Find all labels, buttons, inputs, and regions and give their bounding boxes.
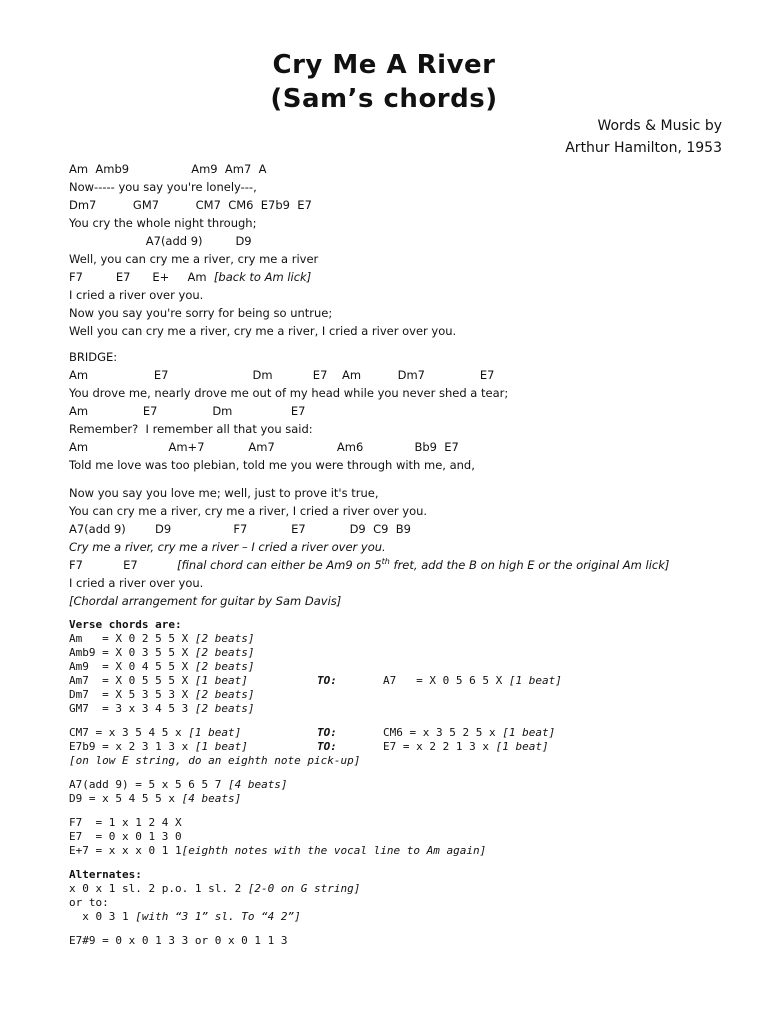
verse-chords-heading: Verse chords are: [69,618,182,631]
chord-diagram-row: GM7 = 3 x 3 4 5 3 [2 beats] [69,702,255,715]
verse1-chord-line [69,270,311,284]
verse1-line: A7(add 9) D9 [69,234,252,248]
bridge-line: Told me love was too plebian, told me you were through with me, and, [69,458,475,472]
chord-diagram-row: Dm7 = X 5 3 5 3 X [2 beats] [69,688,255,701]
arrangement-credit: [Chordal arrangement for guitar by Sam Davis] [69,594,342,608]
chord-diagram-to: CM6 = x 3 5 2 5 x [1 beat] [383,726,556,739]
final-chord-line [69,557,670,572]
page-title: Cry Me A River [272,50,496,80]
final-chord-note: [final chord can either be Am9 on 5th fret, add the B on high E or the original Am lick] [177,557,670,572]
verse1-line: Now----- you say you're lonely---, [69,180,257,194]
chord-names: F7 E7 E+ Am [69,270,214,284]
bridge-line: You drove me, nearly drove me out of my head while you never shed a tear; [69,386,509,400]
bridge-line: Am Am+7 Am7 Am6 Bb9 E7 [69,440,459,454]
bridge-line: Am E7 Dm E7 Am Dm7 E7 [69,368,495,382]
chord-diagram-row: D9 = x 5 4 5 5 x [4 beats] [69,792,242,805]
verse3-line: You can cry me a river, cry me a river, I cried a river over you. [69,504,428,518]
verse1-line: Well, you can cry me a river, cry me a river [69,252,319,266]
credit-line-2: Arthur Hamilton, 1953 [565,140,722,156]
final-chords: F7 E7 [69,558,138,572]
bridge-heading: BRIDGE: [69,350,118,364]
verse1-line: Am Amb9 Am9 Am7 A [69,162,267,176]
chord-diagram-row: Amb9 = X 0 3 5 5 X [2 beats] [69,646,255,659]
to-label: TO: [317,726,337,739]
chord-diagram-row: E7b9 = x 2 3 1 3 x [1 beat] [69,740,248,753]
to-label: TO: [317,740,337,753]
chord-diagram-to: A7 = X 0 5 6 5 X [1 beat] [383,674,562,687]
verse3-line: Now you say you love me; well, just to prove it's true, [69,486,379,500]
chord-diagram-row: CM7 = x 3 5 4 5 x [1 beat] [69,726,242,739]
bridge-line: Remember? I remember all that you said: [69,422,313,436]
chord-diagram-row: E7 = 0 x 0 1 3 0 [69,830,182,843]
credit-line-1: Words & Music by [597,118,722,134]
chord-diagram-row: A7(add 9) = 5 x 5 6 5 7 [4 beats] [69,778,288,791]
chord-diagram-row: E+7 = x x x 0 1 1[eighth notes with the vocal line to Am again] [69,844,487,857]
verse1-line: I cried a river over you. [69,288,204,302]
verse3-italic-line: Cry me a river, cry me a river – I cried a river over you. [69,540,386,554]
page-subtitle: (Sam’s chords) [270,84,498,114]
alternate-row: x 0 3 1 [with “3 1” sl. To “4 2”] [69,910,301,923]
alternate-row: x 0 x 1 sl. 2 p.o. 1 sl. 2 [2-0 on G string] [69,882,361,895]
low-e-note: [on low E string, do an eighth note pick-up] [69,754,361,767]
e7sharp9-row: E7#9 = 0 x 0 1 3 3 or 0 x 0 1 1 3 [69,934,288,947]
alternate-row: or to: [69,896,109,909]
alternates-heading: Alternates: [69,868,142,881]
chord-diagram-row: Am7 = X 0 5 5 5 X [1 beat] [69,674,248,687]
verse3-line: A7(add 9) D9 F7 E7 D9 C9 B9 [69,522,411,536]
bridge-line: Am E7 Dm E7 [69,404,306,418]
lick-note: [back to Am lick] [213,270,312,284]
to-label: TO: [317,674,337,687]
verse1-line: Dm7 GM7 CM7 CM6 E7b9 E7 [69,198,312,212]
verse1-line: Well you can cry me a river, cry me a river, I cried a river over you. [69,324,457,338]
chord-diagram-row: Am = X 0 2 5 5 X [2 beats] [69,632,255,645]
chord-diagram-row: F7 = 1 x 1 2 4 X [69,816,182,829]
final-line: I cried a river over you. [69,576,204,590]
chord-diagram-row: Am9 = X 0 4 5 5 X [2 beats] [69,660,255,673]
verse1-line: You cry the whole night through; [69,216,257,230]
verse1-line: Now you say you're sorry for being so untrue; [69,306,333,320]
chord-diagram-to: E7 = x 2 2 1 3 x [1 beat] [383,740,549,753]
